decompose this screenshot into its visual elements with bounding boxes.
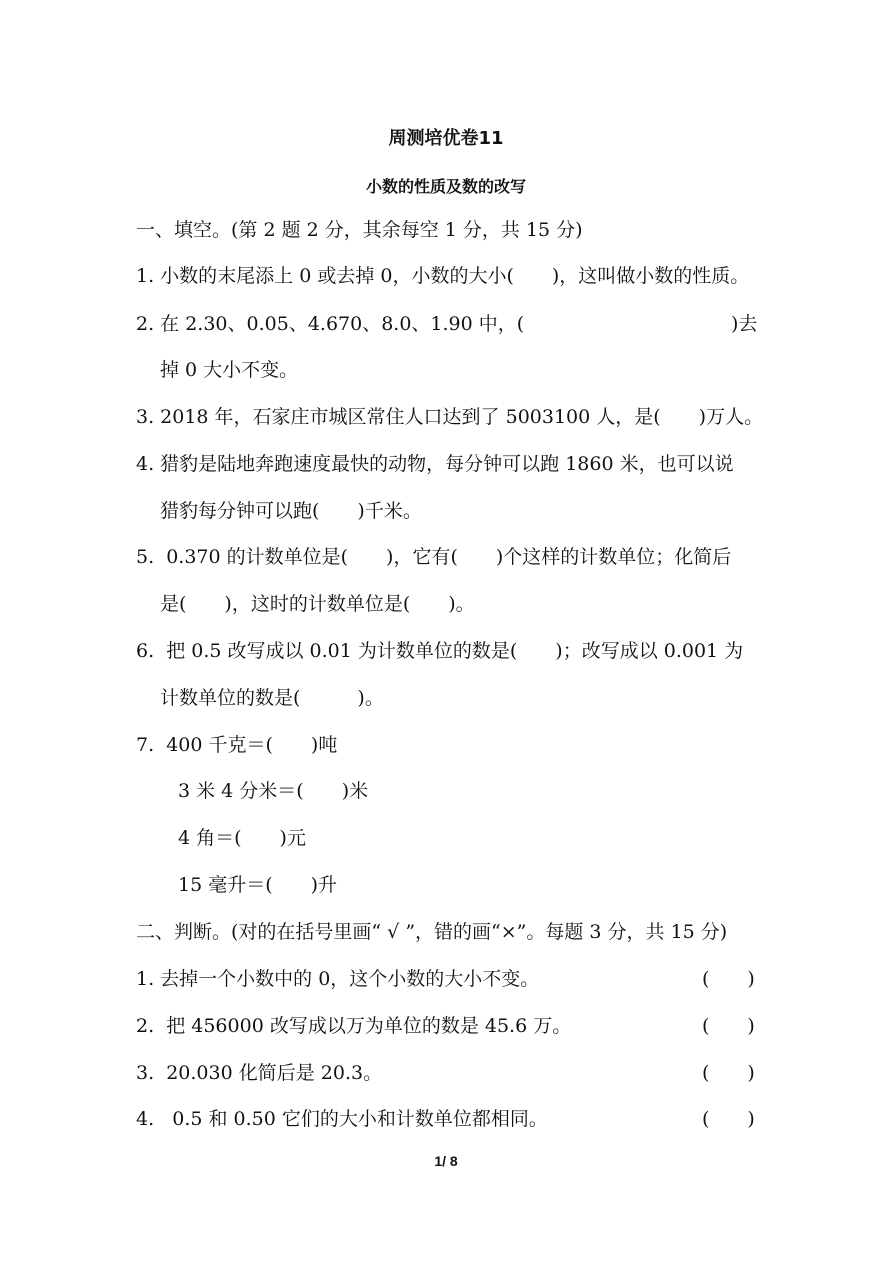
q1-fill-text: 1. 小数的末尾添上 0 或去掉 0，小数的大小( )，这叫做小数的性质。 bbox=[136, 265, 750, 287]
page-subtitle: 小数的性质及数的改写 bbox=[365, 177, 526, 196]
judge-q3-text: 3. 20.030 化简后是 20.3。 bbox=[136, 1062, 383, 1084]
q2-fill-text-line2: 掉 0 大小不变。 bbox=[160, 359, 299, 381]
q7-fill-text-d: 15 毫升＝( )升 bbox=[178, 874, 338, 896]
q6-fill-text-line1: 6. 把 0.5 改写成以 0.01 为计数单位的数是( )；改写成以 0.001 为 bbox=[136, 640, 744, 662]
q7-fill-text-b: 3 米 4 分米＝( )米 bbox=[178, 780, 369, 802]
judge-q2-answer-paren[interactable]: ( ) bbox=[702, 1015, 755, 1037]
q2-fill-text-line1: 2. 在 2.30、0.05、4.670、8.0、1.90 中，( bbox=[136, 313, 525, 335]
q4-fill-text-line2: 猎豹每分钟可以跑( )千米。 bbox=[160, 500, 422, 522]
q4-fill-text-line1: 4. 猎豹是陆地奔跑速度最快的动物，每分钟可以跑 1860 米，也可以说 bbox=[136, 453, 734, 475]
section2-heading: 二、判断。(对的在括号里画“ √ ”，错的画“×”。每题 3 分，共 15 分) bbox=[136, 921, 728, 943]
section1-heading: 一、填空。(第 2 题 2 分，其余每空 1 分，共 15 分) bbox=[136, 219, 583, 241]
judge-q1-text: 1. 去掉一个小数中的 0，这个小数的大小不变。 bbox=[136, 968, 540, 990]
q5-fill-text-line2: 是( )，这时的计数单位是( )。 bbox=[160, 593, 475, 615]
judge-q2-text: 2. 把 456000 改写成以万为单位的数是 45.6 万。 bbox=[136, 1015, 572, 1037]
q2-fill-text-close: )去 bbox=[731, 313, 758, 335]
q7-fill-text-a: 7. 400 千克＝( )吨 bbox=[136, 734, 338, 756]
q7-fill-text-c: 4 角＝( )元 bbox=[178, 827, 306, 849]
page-number: 1/ 8 bbox=[434, 1153, 458, 1169]
judge-q4-answer-paren[interactable]: ( ) bbox=[702, 1108, 755, 1130]
judge-q1-answer-paren[interactable]: ( ) bbox=[702, 968, 755, 990]
q5-fill-text-line1: 5. 0.370 的计数单位是( )，它有( )个这样的计数单位；化简后 bbox=[136, 546, 732, 568]
judge-q3-answer-paren[interactable]: ( ) bbox=[702, 1062, 755, 1084]
page-title: 周测培优卷11 bbox=[388, 128, 504, 149]
judge-q4-text: 4. 0.5 和 0.50 它们的大小和计数单位都相同。 bbox=[136, 1108, 548, 1130]
q3-fill-text: 3. 2018 年，石家庄市城区常住人口达到了 5003100 人，是( )万人。 bbox=[136, 406, 764, 428]
q6-fill-text-line2: 计数单位的数是( )。 bbox=[160, 687, 384, 709]
